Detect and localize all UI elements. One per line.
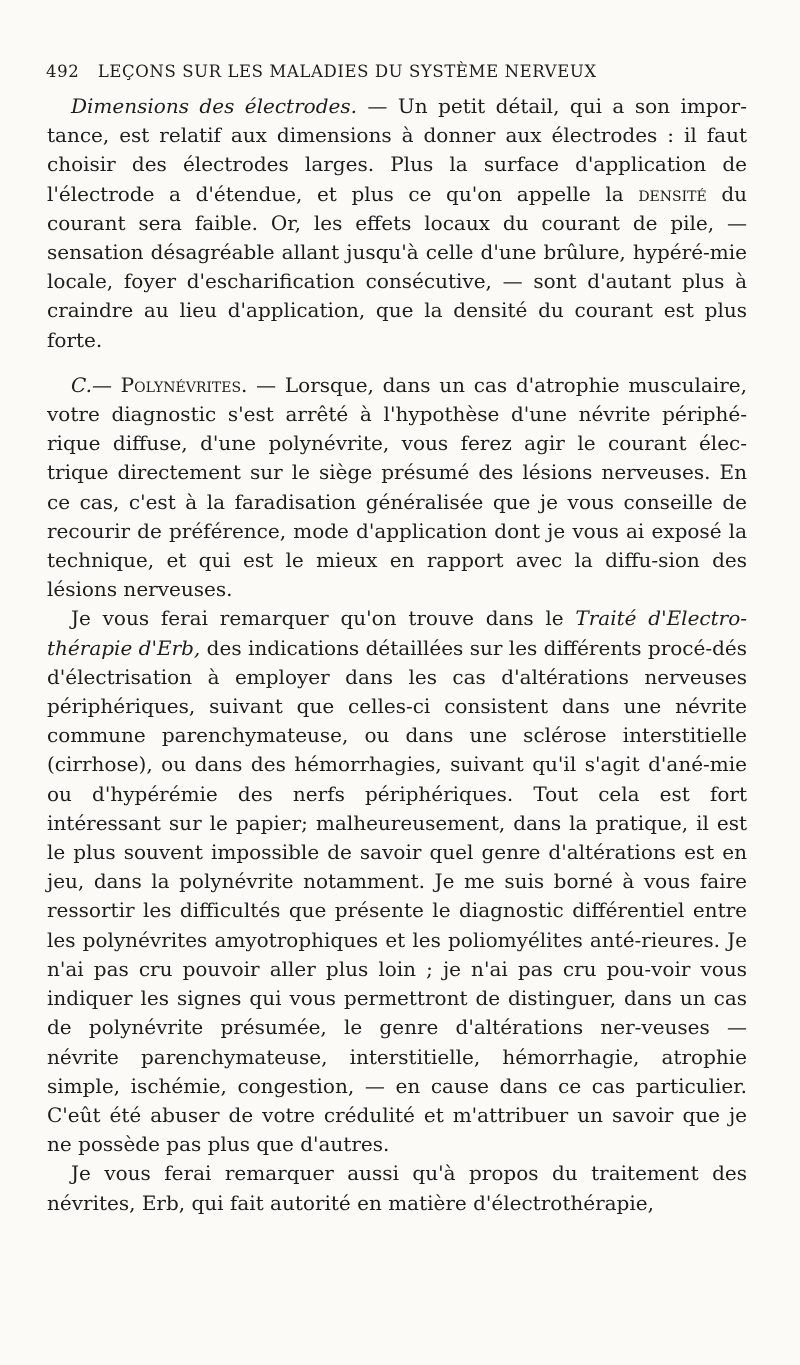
paragraph-text: — Un petit détail, qui a son impor-tance, est relatif aux dimensions à donner aux électrodes : il faut choisir des électrodes larges. Plus la surface d'application de l'électrode a d'étendue, et plus ce qu'on appelle la [47,94,747,206]
paragraph-text: Je vous ferai remarquer qu'on trouve dans le [71,606,576,631]
paragraph-text: Je vous ferai remarquer aussi qu'à propos du traitement des névrites, Erb, qui fait autorité en matière d'électrothérapie, [47,1161,747,1215]
paragraph-polyneuritis [47,371,747,605]
smallcaps-term: densité [638,181,707,206]
section-heading-electrode-dimensions: Dimensions des électrodes. [71,94,357,118]
paragraph-text: — Lorsque, dans un cas d'atrophie musculaire, votre diagnostic s'est arrêté à l'hypothèse d'une névrite périphé-rique diffuse, d'une polynévrite, vous ferez agir le courant élec-trique directement sur le siège présumé des lésions nerveuses. En ce cas, c'est à la faradisation généralisée que je vous conseille de recourir de préférence, mode d'application dont je vous ai exposé la technique, et qui est le mieux en rapport avec la diffu-sion des lésions nerveuses. [47,372,747,602]
paragraph-text: du courant sera faible. Or, les effets locaux du courant de pile, — sensation désagréable allant jusqu'à celle d'une brûlure, hypéré-mie locale, foyer d'escharification consécutive, — sont d'autant plus à craindre au lieu d'application, que la densité du courant est plus forte. [47,181,747,352]
section-label: C. [71,372,92,397]
paragraph-erb-treatise [47,604,747,1159]
running-title: LEÇONS SUR LES MALADIES DU SYSTÈME NERVEUX [97,62,597,81]
paragraph-electrode-dimensions [47,92,747,355]
page-number: 492 [46,62,80,81]
running-header [46,62,736,81]
body-text [47,92,747,1218]
paragraph-neuritis-treatment [47,1159,747,1217]
section-heading-polyneuritis: — Polynévrites. [91,372,248,397]
book-title: Traité d'Electro-thérapie d'Erb, [47,606,747,660]
paragraph-text: des indications détaillées sur les différents procé-dés d'électrisation à employer dans les cas d'altérations nerveuses périphériques, suivant que celles-ci consistent dans une névrite commune parenchymateuse, ou dans une sclérose interstitielle (cirrhose), ou dans des hémorrhagies, suivant qu'il s'agit d'ané-mie ou d'hypérémie des nerfs périphériques. Tout cela est fort intéressant sur le papier; malheureusement, dans la pratique, il est le plus souvent impossible de savoir quel genre d'altérations est en jeu, dans la polynévrite notamment. Je me suis borné à vous faire ressortir les difficultés que présente le diagnostic différentiel entre les polynévrites amyotrophiques et les poliomyélites anté-rieures. Je n'ai pas cru pouvoir aller plus loin ; je n'ai pas cru pou-voir vous indiquer les signes qui vous permettront de distinguer, dans un cas de polynévrite présumée, le genre d'altérations ner-veuses — névrite parenchymateuse, interstitielle, hémorrhagie, atrophie simple, ischémie, congestion, — en cause dans ce cas particulier. C'eût été abuser de votre crédulité et m'attribuer un savoir que je ne possède pas plus que d'autres. [47,635,747,1157]
